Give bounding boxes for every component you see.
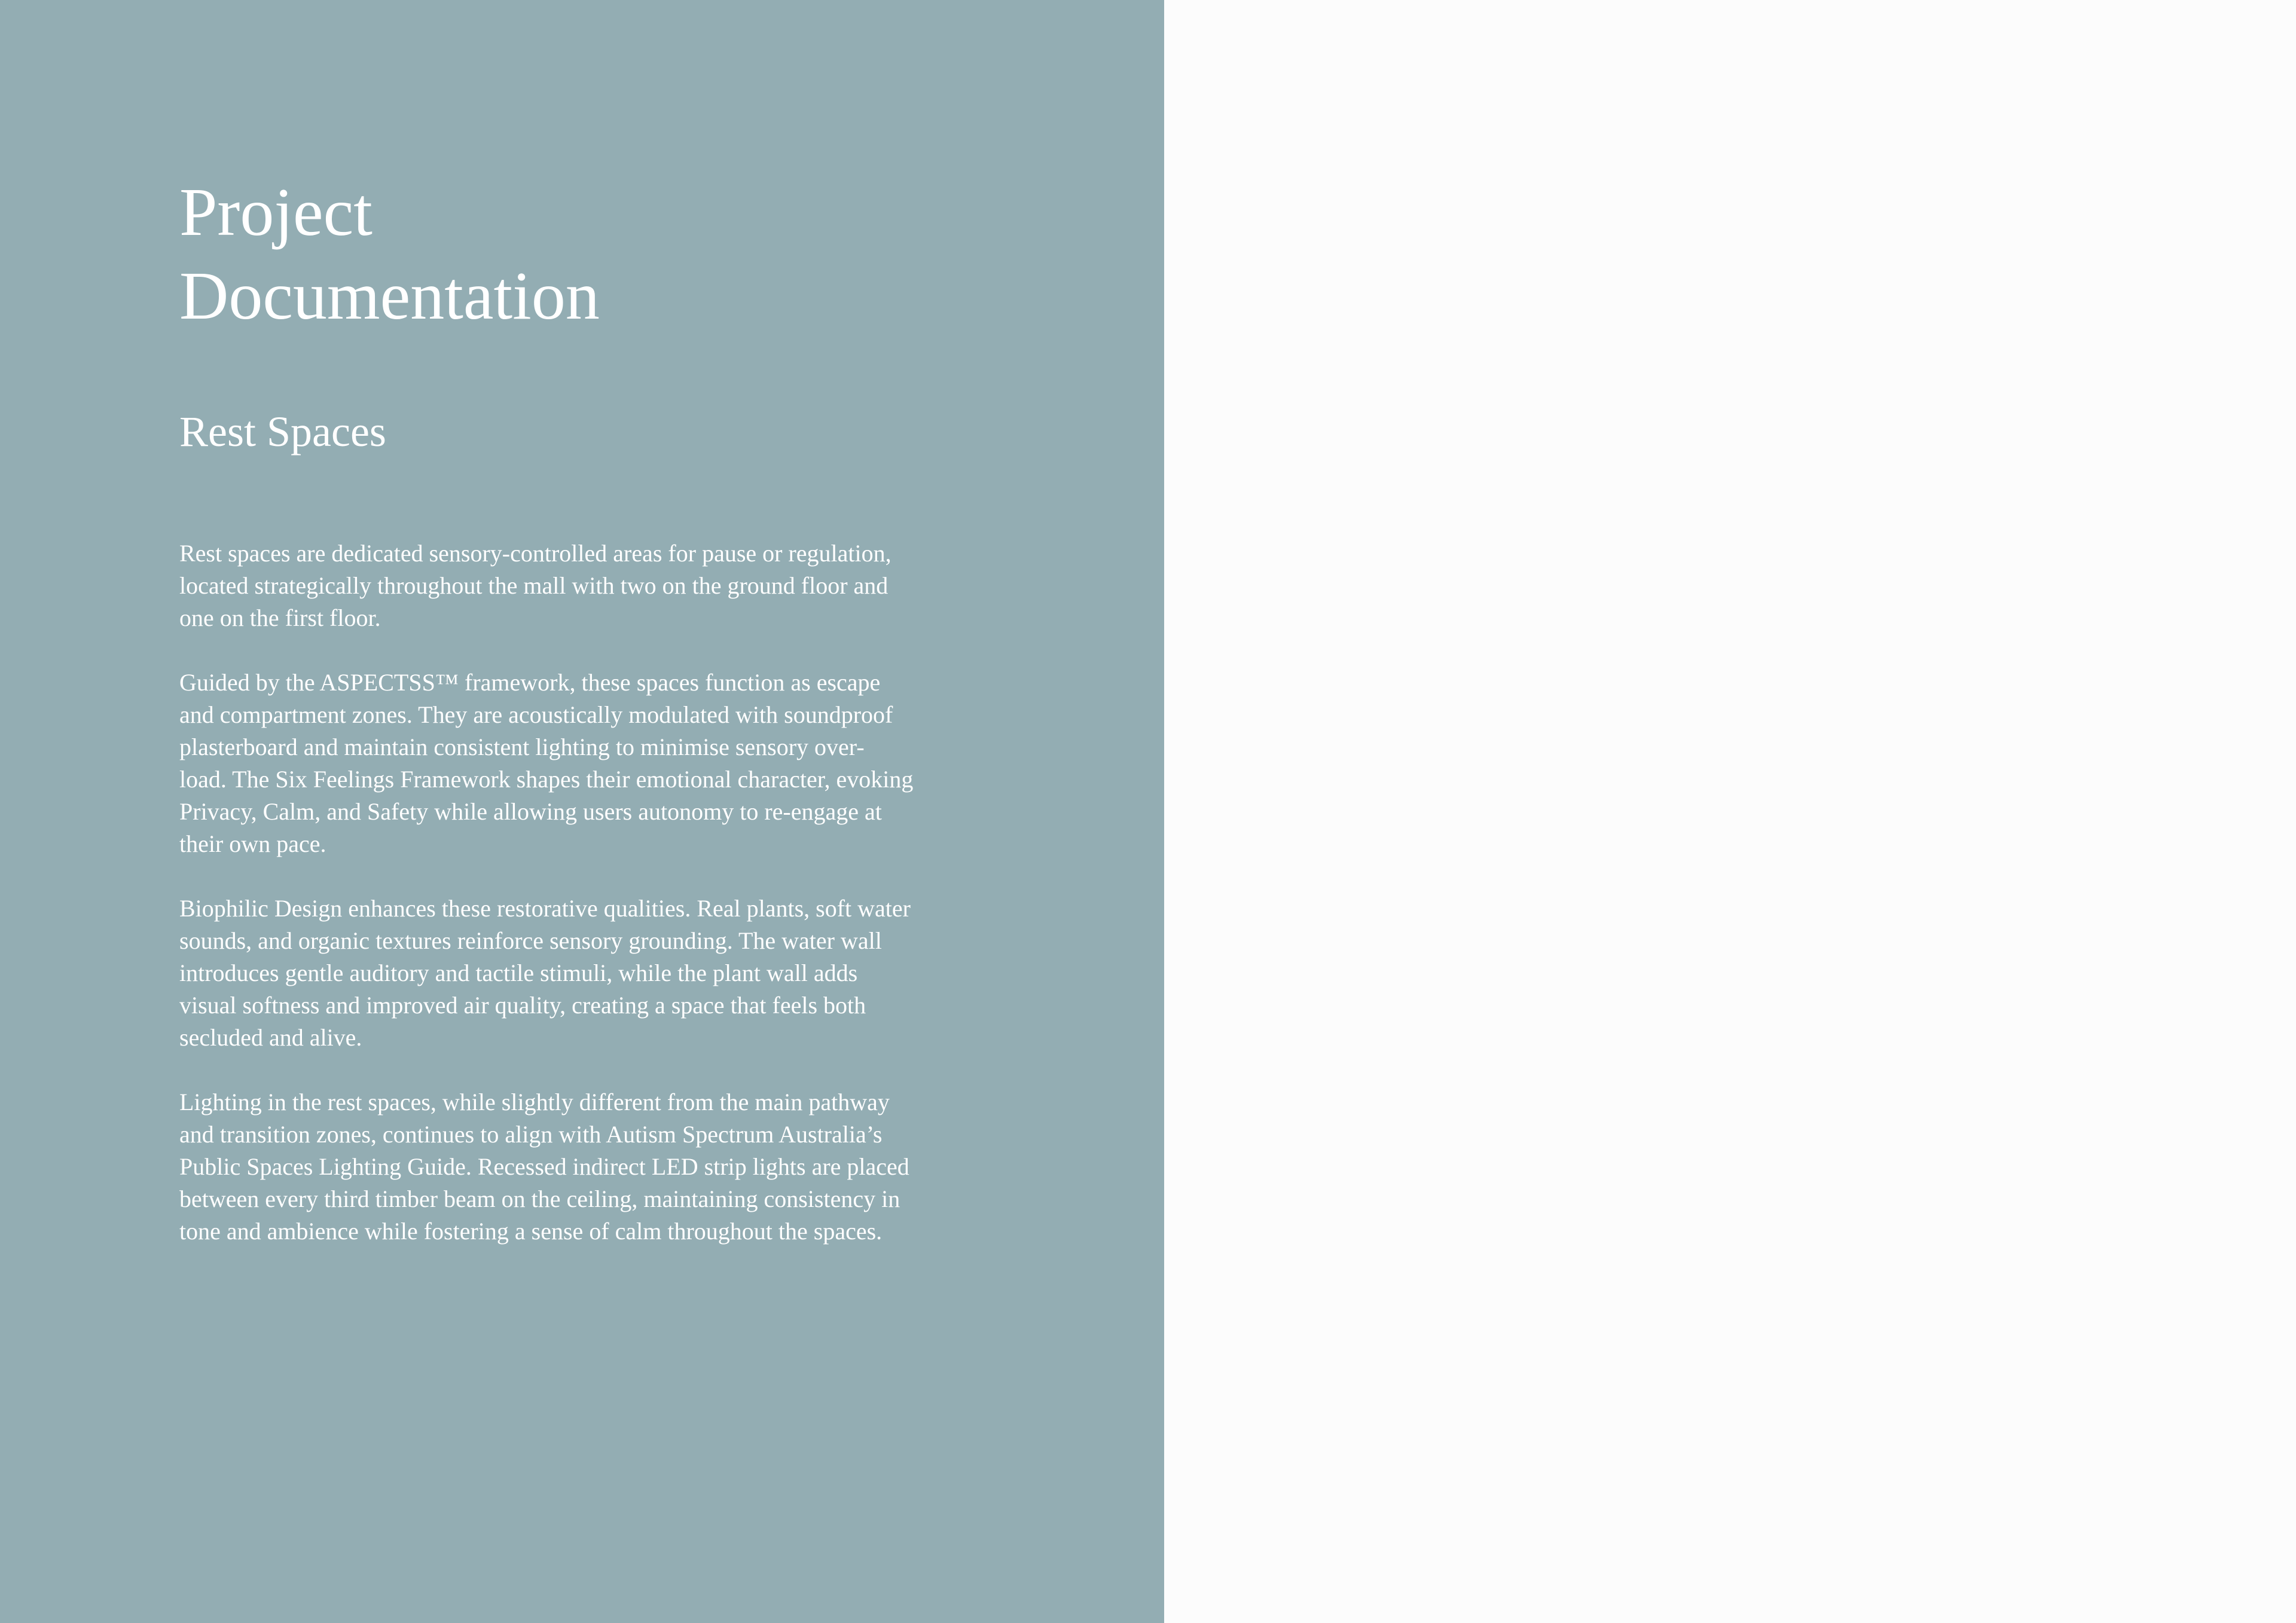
page-title-line-2: Documentation <box>179 258 600 334</box>
paragraph-1: Rest spaces are dedicated sensory-controlled areas for pause or regulation, located strategically throughout the mall with two on the ground floor and one on the first floor. <box>179 540 891 631</box>
page-title <box>179 170 600 338</box>
section-subtitle: Rest Spaces <box>179 408 386 456</box>
paragraph-4: Lighting in the rest spaces, while slightly different from the main pathway and transition zones, continues to align with Autism Spectrum Australia’s Public Spaces Lighting Guide. Recessed indirect LED strip lights are placed between every third timber beam on the ceiling, maintaining consistency in tone and ambience while fostering a sense of calm throughout the spaces. <box>179 1089 909 1245</box>
blank-page <box>1164 0 2296 1623</box>
body-text <box>179 537 1016 1280</box>
paragraph-2: Guided by the ASPECTSS™ framework, these spaces function as escape and compartment zones. They are acoustically modulated with soundproof plasterboard and maintain consistent lighting to minimise sensory over- load. The Six Feelings Framework shapes their emotional character, evoking Privacy, Calm, and Safety while allowing users autonomy to re-engage at their own pace. <box>179 669 914 857</box>
page-title-line-1: Project <box>179 174 373 250</box>
paragraph-3: Biophilic Design enhances these restorative qualities. Real plants, soft water sounds, and organic textures reinforce sensory grounding. The water wall introduces gentle auditory and tactile stimuli, while the plant wall adds visual softness and improved air quality, creating a space that feels both secluded and alive. <box>179 895 911 1051</box>
